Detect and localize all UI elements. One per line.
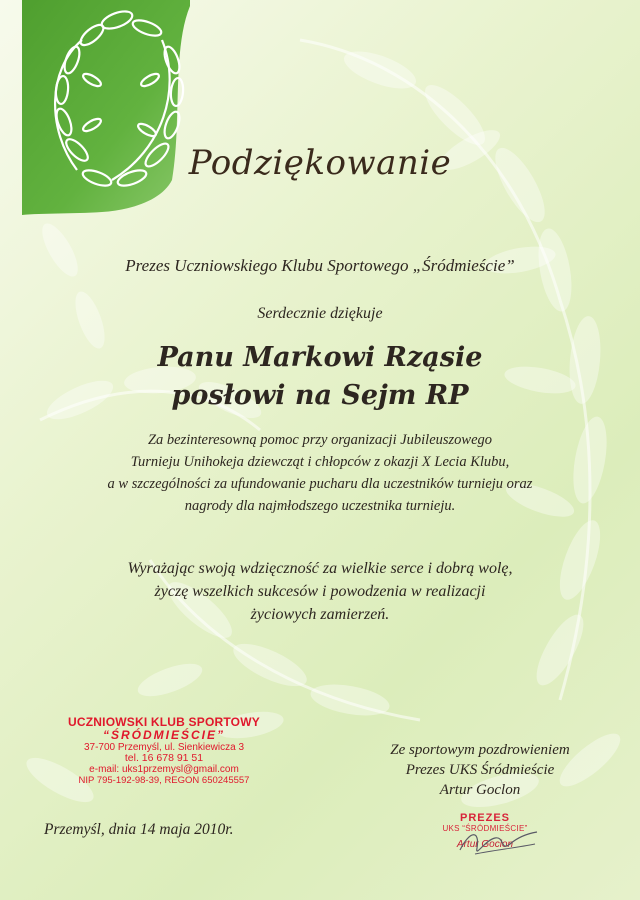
signature-stamp-title: PREZES [459, 812, 510, 824]
paragraph-line: nagrody dla najmłodszego uczestnika turnieju. [184, 498, 456, 514]
recipient-name: Panu Markowi Rząsie [157, 342, 483, 373]
club-stamp-phone: tel. 16 678 91 51 [124, 752, 204, 764]
greeting-signer-name: Artur Goclon [439, 782, 521, 798]
club-stamp-name: UCZNIOWSKI KLUB SPORTOWY [68, 715, 260, 729]
club-stamp-address: 37-700 Przemyśl, ul. Sienkiewicza 3 [83, 742, 245, 753]
paragraph-line: Turnieju Unihokeja dziewcząt i chłopców z okazji X Lecia Klubu, [130, 454, 510, 470]
greeting-signer-role: Prezes UKS Śródmieście [405, 762, 555, 778]
recipient-title: posłowi na Sejm RP [171, 380, 469, 411]
signature-stamp-name: Artur Goclon [456, 839, 514, 850]
paragraph-line: życiowych zamierzeń. [250, 606, 390, 623]
closing-greeting [360, 740, 600, 800]
greeting-line: Ze sportowym pozdrowieniem [390, 742, 570, 758]
signature-stamp-club: UKS “ŚRÓDMIEŚCIE” [442, 824, 528, 833]
paragraph-line: życzę wszelkich sukcesów i powodzenia w realizacji [154, 583, 486, 600]
certificate-title: Podziękowanie [188, 143, 452, 183]
paragraph-line: a w szczególności za ufundowanie pucharu dla uczestników turnieju oraz [107, 476, 533, 492]
paragraph-line: Wyrażając swoją wdzięczność za wielkie serce i dobrą wolę, [127, 560, 513, 577]
presenter-line: Prezes Uczniowskiego Klubu Sportowego „Śródmieście” [125, 256, 515, 275]
place-and-date: Przemyśl, dnia 14 maja 2010r. [44, 821, 234, 838]
handwritten-signature-icon [455, 820, 545, 865]
club-stamp-ids: NIP 795-192-98-39, REGON 650245557 [78, 775, 250, 786]
wishes-paragraph [60, 557, 580, 626]
thanks-line: Serdecznie dziękuje [257, 305, 383, 322]
club-stamp [64, 715, 264, 786]
paragraph-line: Za bezinteresowną pomoc przy organizacji Jubileuszowego [147, 432, 493, 448]
acknowledgement-paragraph [60, 429, 580, 517]
club-stamp-email: e-mail: uks1przemysl@gmail.com [89, 764, 239, 775]
club-stamp-subname: “ŚRÓDMIEŚCIE” [102, 728, 225, 742]
